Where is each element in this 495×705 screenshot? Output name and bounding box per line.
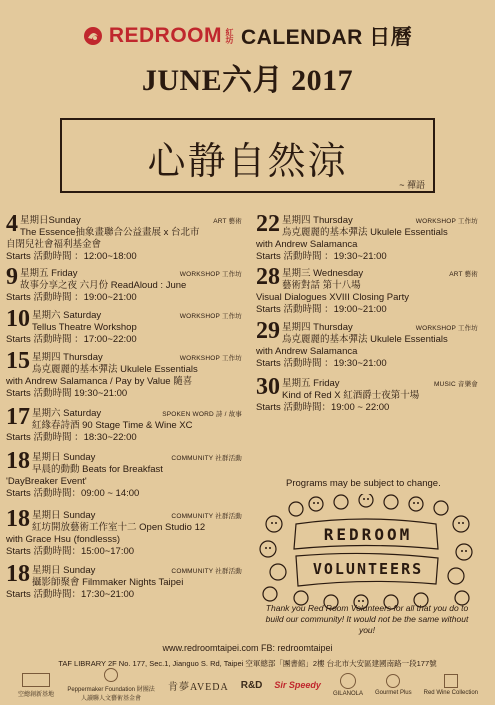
event-entry bbox=[6, 211, 242, 263]
sponsor-logo: 空總創新基地 bbox=[18, 673, 54, 698]
event-day: 9 bbox=[6, 264, 18, 290]
calendar-label: CALENDAR 日曆 bbox=[241, 26, 413, 49]
event-weekday: 星期六 Saturday bbox=[32, 310, 102, 321]
event-subtitle: with Grace Hsu (fondlesss) bbox=[6, 534, 121, 545]
event-entry bbox=[256, 211, 478, 263]
event-time: Starts 活動時間：19:00 ~ 22:00 bbox=[256, 402, 390, 413]
event-category: ART 藝術 bbox=[213, 218, 242, 225]
month-title: JUNE六月 2017 bbox=[141, 64, 354, 97]
sponsor-logo: 肯夢AVEDA bbox=[168, 681, 229, 693]
event-weekday: 星期日 Sunday bbox=[32, 452, 96, 463]
event-time: Starts 活動時間 ：19:30~21:00 bbox=[256, 358, 387, 369]
quote-box bbox=[60, 118, 435, 193]
event-title: 紅坊開放藝術工作室十二 Open Studio 12 bbox=[32, 522, 206, 533]
event-day: 30 bbox=[256, 374, 280, 400]
volunteer-thanks: Thank you Red Room Volunteers for all that you do to build our community! It would not be the same without you! bbox=[265, 603, 469, 635]
event-day: 29 bbox=[256, 318, 280, 344]
event-entry bbox=[256, 264, 478, 316]
volunteer-sign-bottom: VOLUNTEERS bbox=[312, 560, 424, 578]
event-time: Starts 活動時間：09:00 ~ 14:00 bbox=[6, 488, 140, 499]
sponsor-logo: Gourmet Plus bbox=[375, 674, 412, 696]
event-day: 18 bbox=[6, 561, 30, 587]
event-category: WORKSHOP 工作坊 bbox=[415, 218, 478, 225]
event-title: The Essence抽象畫聯合公益畫展 x 台北市 bbox=[20, 227, 200, 238]
redroom-logo-icon bbox=[83, 26, 103, 46]
event-category: WORKSHOP 工作坊 bbox=[179, 313, 242, 320]
event-weekday: 星期五 Friday bbox=[282, 378, 340, 389]
event-weekday: 星期四 Thursday bbox=[282, 322, 353, 333]
event-time: Starts 活動時間 ：12:00~18:00 bbox=[6, 251, 137, 262]
event-title: Tellus Theatre Workshop bbox=[32, 322, 137, 333]
event-subtitle: Visual Dialogues XVIII Closing Party bbox=[256, 292, 409, 303]
quote-source: ~ 禪語 bbox=[399, 180, 425, 190]
event-title: 烏克麗麗的基本彈法 Ukulele Essentials bbox=[282, 227, 448, 238]
event-time: Starts 活動時間 ：19:00~21:00 bbox=[6, 292, 137, 303]
event-title: 早晨的動動 Beats for Breakfast bbox=[32, 464, 163, 475]
event-category: SPOKEN WORD 詩 / 故事 bbox=[162, 411, 242, 418]
event-weekday: 星期日Sunday bbox=[20, 215, 81, 226]
event-day: 22 bbox=[256, 211, 280, 237]
event-subtitle: with Andrew Salamanca / Pay by Value 隨喜 bbox=[6, 376, 193, 387]
event-title: 紅緣春詩酒 90 Stage Time & Wine XC bbox=[32, 420, 193, 431]
event-day: 15 bbox=[6, 348, 30, 374]
brand-small: 紅坊 bbox=[225, 28, 234, 44]
event-day: 17 bbox=[6, 404, 30, 430]
event-title: 烏克麗麗的基本彈法 Ukulele Essentials bbox=[32, 364, 198, 375]
event-entry bbox=[6, 506, 242, 558]
event-entry bbox=[6, 404, 242, 444]
event-category: WORKSHOP 工作坊 bbox=[179, 355, 242, 362]
event-weekday: 星期四 Thursday bbox=[282, 215, 353, 226]
sponsor-logo: R&D bbox=[240, 679, 263, 691]
sponsor-logo: GILANOLA bbox=[333, 673, 363, 697]
event-time: Starts 活動時間 ：19:00~21:00 bbox=[256, 304, 387, 315]
event-weekday: 星期五 Friday bbox=[20, 268, 78, 279]
event-time: Starts 活動時間 ：18:30~22:00 bbox=[6, 432, 137, 443]
event-category: MUSIC 音樂會 bbox=[433, 381, 478, 388]
event-category: WORKSHOP 工作坊 bbox=[415, 325, 478, 332]
event-category: COMMUNITY 社群活動 bbox=[171, 568, 242, 575]
event-weekday: 星期日 Sunday bbox=[32, 565, 96, 576]
event-entry bbox=[6, 448, 242, 500]
event-title: 烏克麗麗的基本彈法 Ukulele Essentials bbox=[282, 334, 448, 345]
sponsor-logo: Sir Speedy bbox=[274, 680, 321, 690]
footer-links: www.redroomtaipei.com FB: redroomtaipei bbox=[162, 643, 333, 653]
event-time: Starts 活動時間 19:30~21:00 bbox=[6, 388, 128, 399]
event-entry bbox=[6, 264, 242, 304]
event-time: Starts 活動時間 ：17:00~22:00 bbox=[6, 334, 137, 345]
event-title: 攝影師聚會 Filmmaker Nights Taipei bbox=[32, 577, 184, 588]
event-title: 故事分享之夜 六月份 ReadAloud : June bbox=[20, 280, 187, 291]
event-entry bbox=[6, 306, 242, 346]
event-entry bbox=[256, 318, 478, 370]
event-category: COMMUNITY 社群活動 bbox=[171, 513, 242, 520]
quote-text: 心静自然涼 bbox=[147, 139, 348, 183]
brand-header bbox=[0, 22, 495, 50]
volunteers-illustration bbox=[256, 494, 476, 614]
event-day: 10 bbox=[6, 306, 30, 332]
sponsor-logo: Peppermaker Foundation 財團法人讀聯人文藝術基金會 bbox=[66, 668, 156, 702]
event-subtitle: 自閉兒社會福利基金會 bbox=[6, 239, 102, 250]
event-weekday: 星期三 Wednesday bbox=[282, 268, 364, 279]
sponsor-row bbox=[18, 670, 478, 700]
event-weekday: 星期日 Sunday bbox=[32, 510, 96, 521]
footer-address: TAF LIBRARY 2F No. 177, Sec.1, Jianguo S. Rd, Taipei 空軍總部「團書館」2樓 台北市大安區建國南路一段177號 bbox=[58, 659, 437, 668]
event-title: Kind of Red X 紅酒爵士夜第十場 bbox=[282, 390, 420, 401]
event-day: 28 bbox=[256, 264, 280, 290]
event-time: Starts 活動時間：17:30~21:00 bbox=[6, 589, 135, 600]
event-weekday: 星期六 Saturday bbox=[32, 408, 102, 419]
schedule-notice: Programs may be subject to change. bbox=[286, 478, 441, 489]
event-subtitle: 'DayBreaker Event' bbox=[6, 476, 87, 487]
event-time: Starts 活動時間：15:00~17:00 bbox=[6, 546, 135, 557]
event-day: 4 bbox=[6, 211, 18, 237]
event-category: WORKSHOP 工作坊 bbox=[179, 271, 242, 278]
event-entry bbox=[6, 348, 242, 400]
event-day: 18 bbox=[6, 448, 30, 474]
event-title: 藝術對話 第十八場 bbox=[282, 280, 361, 291]
event-category: ART 藝術 bbox=[449, 271, 478, 278]
event-subtitle: with Andrew Salamanca bbox=[256, 239, 358, 250]
sponsor-logo: Red Wine Collection bbox=[424, 674, 478, 696]
event-weekday: 星期四 Thursday bbox=[32, 352, 103, 363]
event-entry bbox=[6, 561, 242, 601]
event-entry bbox=[256, 374, 478, 414]
volunteer-sign-top: REDROOM bbox=[323, 525, 413, 544]
event-category: COMMUNITY 社群活動 bbox=[171, 455, 242, 462]
event-subtitle: with Andrew Salamanca bbox=[256, 346, 358, 357]
event-time: Starts 活動時間 ：19:30~21:00 bbox=[256, 251, 387, 262]
event-day: 18 bbox=[6, 506, 30, 532]
brand-name: REDROOM bbox=[108, 24, 222, 47]
